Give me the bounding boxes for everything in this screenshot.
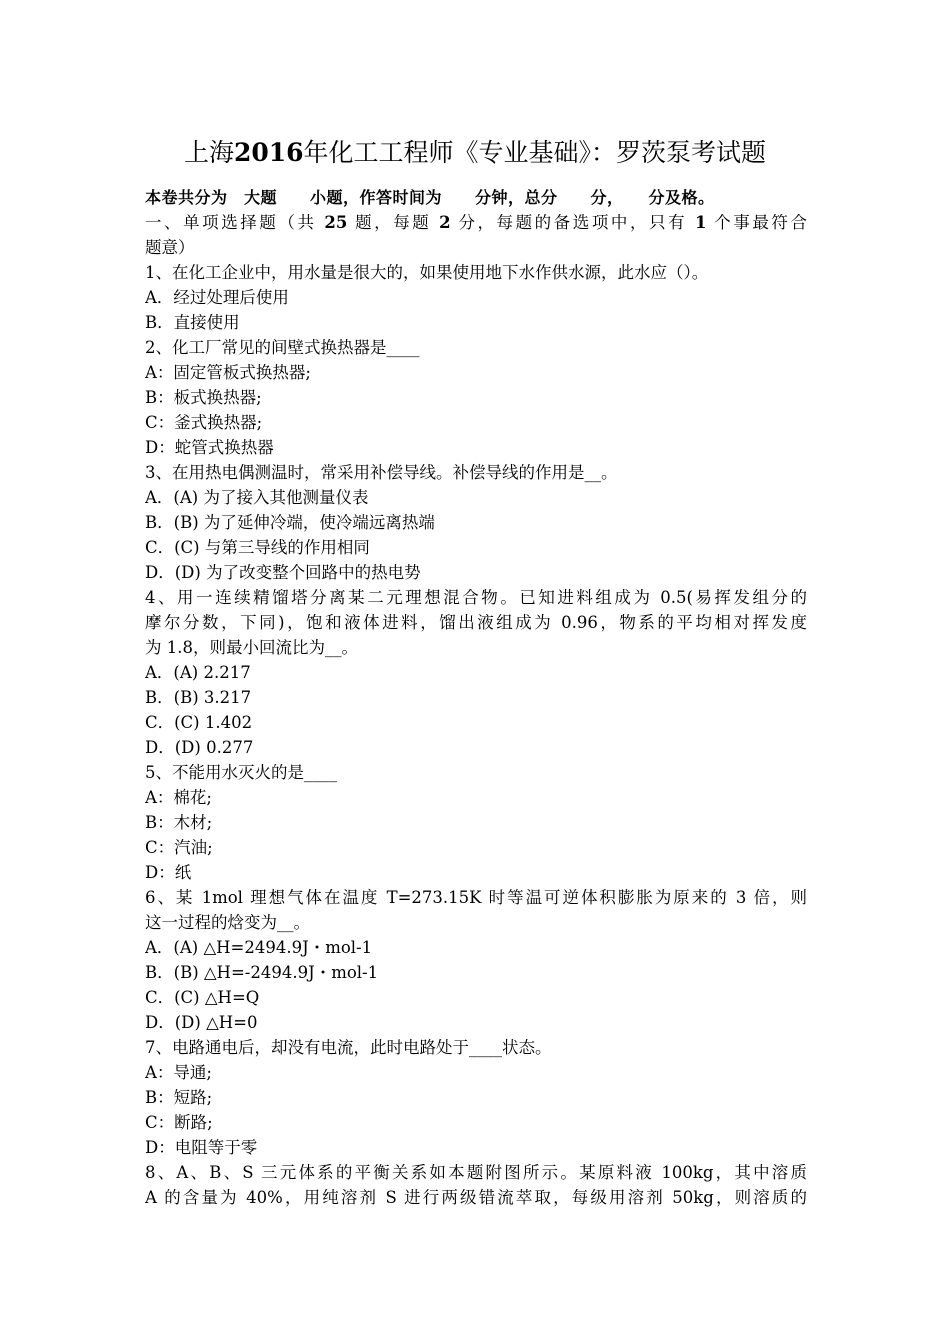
option-line: C：釜式换热器;: [145, 413, 263, 432]
option-line: D：蛇管式换热器: [145, 438, 274, 457]
question-5: 5、不能用水灭火的是____: [145, 763, 337, 782]
question-4-continued: 摩尔分数，下同)，饱和液体进料，馏出液组成为 0.96，物系的平均相对挥发度: [145, 613, 807, 632]
option-line: D．(D) 为了改变整个回路中的热电势: [145, 563, 421, 582]
section-heading-text-a: 一、单项选择题（共: [145, 213, 325, 232]
section-heading-text-d: 个事最符合: [706, 213, 807, 232]
option-line: B：板式换热器;: [145, 388, 262, 407]
option-line: B．(B) 为了延伸冷端，使冷端远离热端: [145, 513, 435, 532]
option-line: A．(A) 为了接入其他测量仪表: [145, 488, 369, 507]
section-heading: [145, 210, 807, 235]
option-line: C．(C) 与第三导线的作用相同: [145, 538, 370, 557]
title-prefix: 上海: [183, 138, 234, 167]
option-line: D．(D) △H=0: [145, 1013, 258, 1032]
section-heading-continued: 题意）: [145, 238, 195, 257]
option-line: A．(A) 2.217: [145, 663, 251, 682]
option-line: C．(C) △H=Q: [145, 988, 260, 1007]
question-4-continued: 为 1.8，则最小回流比为__。: [145, 638, 358, 657]
question-8: 8、A、B、S 三元体系的平衡关系如本题附图所示。某原料液 100kg，其中溶质: [145, 1163, 807, 1182]
option-line: A．(A) △H=2494.9J・mol-1: [145, 938, 373, 957]
title-year: 2016: [233, 138, 304, 167]
option-line: D：纸: [145, 863, 192, 882]
section-heading-text-b: 题，每题: [347, 213, 440, 232]
option-line: A：棉花;: [145, 788, 212, 807]
option-line: C：断路;: [145, 1113, 213, 1132]
question-1: 1、在化工企业中，用水量是很大的，如果使用地下水作供水源，此水应（）。: [145, 263, 709, 282]
option-line: A．经过处理后使用: [145, 288, 289, 307]
question-4: 4、用一连续精馏塔分离某二元理想混合物。已知进料组成为 0.5(易挥发组分的: [145, 588, 807, 607]
option-line: B：木材;: [145, 813, 213, 832]
question-3: 3、在用热电偶测温时，常采用补偿导线。补偿导线的作用是__。: [145, 463, 618, 482]
question-count: 25: [324, 213, 348, 232]
option-line: D．(D) 0.277: [145, 738, 254, 757]
question-7: 7、电路通电后，却没有电流，此时电路处于____状态。: [145, 1038, 552, 1057]
option-line: B．直接使用: [145, 313, 240, 332]
question-2: 2、化工厂常见的间壁式换热器是____: [145, 338, 420, 357]
option-line: D：电阻等于零: [145, 1138, 258, 1157]
section-heading-text-c: 分，每题的备选项中，只有: [450, 213, 695, 232]
option-line: A：导通;: [145, 1063, 212, 1082]
option-line: A：固定管板式换热器;: [145, 363, 311, 382]
question-6-continued: 这一过程的焓变为__。: [145, 913, 310, 932]
option-line: B：短路;: [145, 1088, 213, 1107]
option-line: C：汽油;: [145, 838, 213, 857]
document-title: [0, 136, 950, 170]
question-score: 2: [439, 213, 451, 232]
option-line: C．(C) 1.402: [145, 713, 253, 732]
document-body: [145, 185, 807, 1210]
question-8-continued: A 的含量为 40%，用纯溶剂 S 进行两级错流萃取，每级用溶剂 50kg，则溶质的: [145, 1188, 807, 1207]
option-line: B．(B) 3.217: [145, 688, 252, 707]
only-count: 1: [694, 213, 707, 232]
question-6: 6、某 1mol 理想气体在温度 T=273.15K 时等温可逆体积膨胀为原来的 3 倍，则: [145, 888, 807, 907]
option-line: B．(B) △H=-2494.9J・mol-1: [145, 963, 379, 982]
title-suffix: 年化工工程师《专业基础》：罗茨泵考试题: [303, 138, 767, 167]
exam-intro: 本卷共分为 大题 小题，作答时间为 分钟，总分 分， 分及格。: [145, 188, 715, 207]
